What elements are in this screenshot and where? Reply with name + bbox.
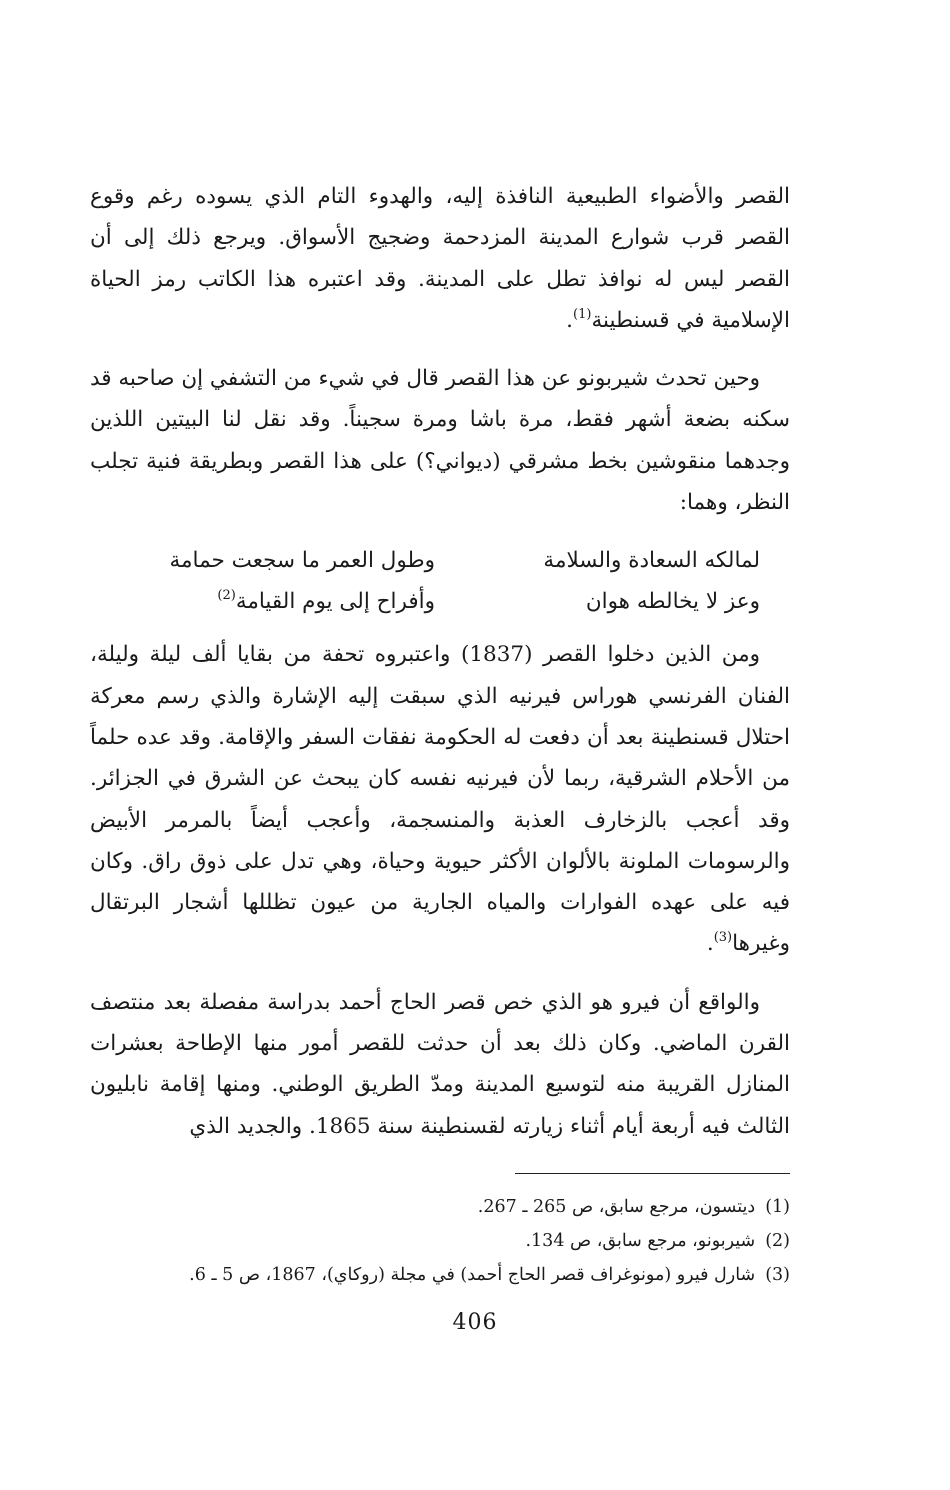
paragraph-2: وحين تحدث شيربونو عن هذا القصر قال في شيء من التشفي إن صاحبه قد سكنه بضعة أشهر فقط، مرة باشا ومرة سجيناً. وقد نقل لنا البيتين اللذين وجدهما منقوشين بخط مشرقي (ديواني؟) على هذا القصر وبطريقة فنية تجلب النظر، وهما: xyxy=(89,366,790,516)
paragraph-3 xyxy=(90,634,790,964)
main-text xyxy=(90,176,790,1147)
footnote-1-text: ديتسون، مرجع سابق، ص 265 ـ 267. xyxy=(477,1197,756,1217)
verse-1-first-hemistich: لمالكه السعادة والسلامة xyxy=(543,548,760,574)
verse-2-first-hemistich: وعز لا يخالطه هوان xyxy=(585,589,760,615)
paragraph-4: والواقع أن فيرو هو الذي خص قصر الحاج أحمد بدراسة مفصلة بعد منتصف القرن الماضي. وكان ذلك بعد أن حدثت للقصر أمور منها الإطاحة بعشرات المنازل القريبة منه لتوسيع المدينة ومدّ الطريق الوطني. ومنها إقامة نابليون الثالث فيه أربعة أيام أثناء زيارته لقسنطينة سنة 1865. والجديد الذي xyxy=(90,989,790,1139)
verse-line-1 xyxy=(90,540,790,581)
verse-line-2 xyxy=(90,581,790,622)
verse-2-second-hemistich-wrap xyxy=(217,581,435,622)
paragraph-3-text: ومن الذين دخلوا القصر (1837) واعتبروه تحفة من بقايا ألف ليلة وليلة، الفنان الفرنسي هوراس فيرنيه الذي سبقت إليه الإشارة والذي رسم معركة احتلال قسنطينة بعد أن دفعت له الحكومة نفقات السفر والإقامة. وقد عده حلماً من الأحلام الشرقية، ربما لأن فيرنيه نفسه كان يبحث عن الشرق في الجزائر. وقد أعجب بالزخارف العذبة والمنسجمة، وأعجب أيضاً بالمرمر الأبيض والرسومات الملونة بالألوان الأكثر حيوية وحياة، وهي تدل على ذوق راق. وكان فيه على عهده الفوارات والمياه الجارية من عيون تظللها أشجار البرتقال وغيرها xyxy=(90,642,790,957)
verse-2-second-hemistich: وأفراح إلى يوم القيامة xyxy=(235,589,435,615)
footnote-2-number: (2) xyxy=(765,1231,790,1251)
footnote-ref-3: (3) xyxy=(713,930,733,946)
footnote-2-text: شيربونو، مرجع سابق، ص 134. xyxy=(525,1231,756,1251)
paragraph-1-text: القصر والأضواء الطبيعية النافذة إليه، والهدوء التام الذي يسوده رغم وقوع القصر قرب شوارع المدينة المزدحمة وضجيج الأسواق. ويرجع ذلك إلى أن القصر ليس له نوافذ تطل على المدينة. وقد اعتبره هذا الكاتب رمز الحياة الإسلامية في قسنطينة xyxy=(90,184,790,333)
footnote-separator xyxy=(515,1173,790,1174)
footnote-ref-1: (1) xyxy=(573,306,592,322)
footnote-3 xyxy=(90,1258,790,1292)
paragraph-1 xyxy=(90,176,790,341)
footnote-1 xyxy=(90,1190,790,1224)
footnote-2 xyxy=(90,1224,790,1258)
footnote-3-number: (3) xyxy=(765,1265,790,1285)
footnotes xyxy=(90,1190,790,1292)
paragraph-1-end: . xyxy=(566,307,573,333)
page-number: 406 xyxy=(452,1310,498,1335)
verse-1-second-hemistich: وطول العمر ما سجعت حمامة xyxy=(169,548,435,574)
footnote-ref-2: (2) xyxy=(217,588,236,604)
footnote-3-text: شارل فيرو (مونوغراف قصر الحاج أحمد) في مجلة (روكاي)، 1867، ص 5 ـ 6. xyxy=(189,1265,756,1285)
footnote-1-number: (1) xyxy=(765,1197,790,1217)
paragraph-3-end: . xyxy=(706,931,714,957)
